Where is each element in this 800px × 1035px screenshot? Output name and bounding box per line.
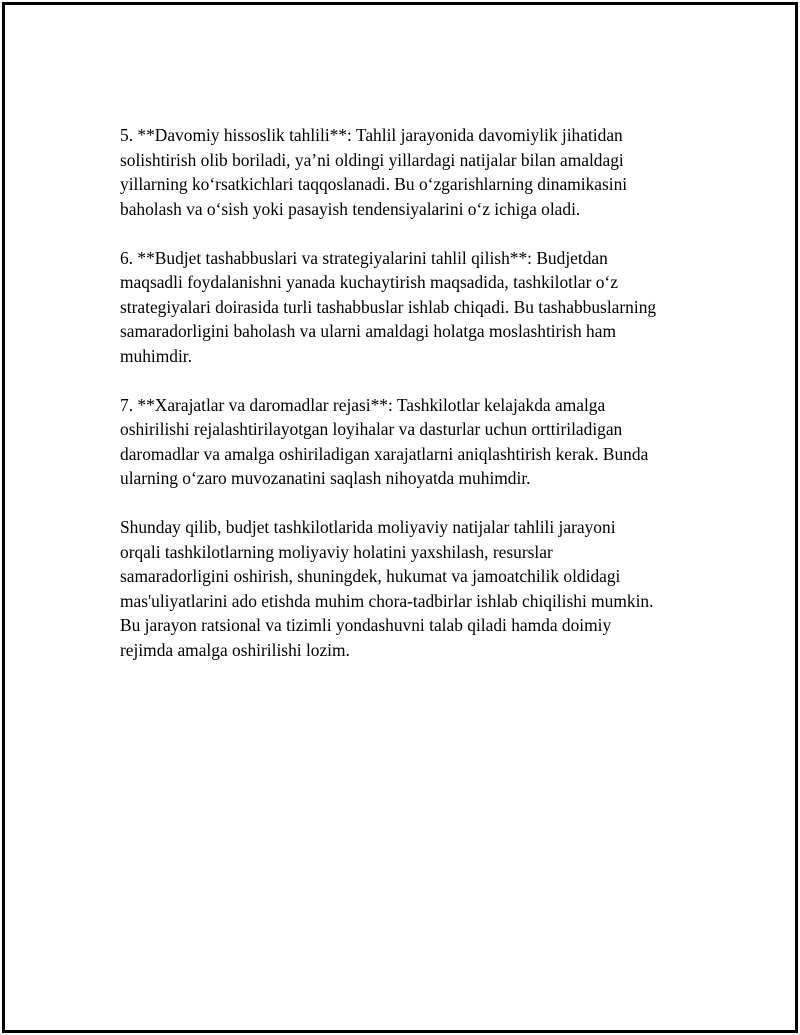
document-body	[120, 123, 700, 687]
paragraph-item-5: 5. **Davomiy hissoslik tahlili**: Tahlil jarayonida davomiylik jihatidan solishtirish olib boriladi, ya’ni oldingi yillardagi natijalar bilan amaldagi yillarning ko‘rsatkichlari taqqoslanadi. Bu o‘zgarishlarning dinamikasini baholash va o‘sish yoki pasayish tendensiyalarini o‘z ichiga oladi.	[120, 125, 628, 219]
conclusion-paragraph: Shunday qilib, budjet tashkilotlarida moliyaviy natijalar tahlili jarayoni orqali tashkilotlarning moliyaviy holatini yaxshilash, resurslar samaradorligini oshirish, shuningdek, hukumat va jamoatchilik oldidagi mas'uliyatlarini ado etishda muhim chora-tadbirlar ishlab chiqilishi mumkin. Bu jarayon ratsional va tizimli yondashuvni talab qiladi hamda doimiy rejimda amalga oshirilishi lozim.	[120, 517, 654, 660]
paragraph-item-6: 6. **Budjet tashabbuslari va strategiyalarini tahlil qilish**: Budjetdan maqsadli foydalanishni yanada kuchaytirish maqsadida, tashkilotlar o‘z strategiyalari doirasida turli tashabbuslar ishlab chiqadi. Bu tashabbuslarning samaradorligini baholash va ularni amaldagi holatga moslashtirish ham muhimdir.	[120, 247, 657, 366]
page-frame	[2, 2, 798, 1033]
paragraph-item-7: 7. **Xarajatlar va daromadlar rejasi**: Tashkilotlar kelajakda amalga oshirilishi rejalashtirilayotgan loyihalar va dasturlar uchun orttiriladigan daromadlar va amalga oshiriladigan xarajatlarni aniqlashtirish kerak. Bunda ularning o‘zaro muvozanatini saqlash nihoyatda muhimdir.	[120, 394, 649, 488]
